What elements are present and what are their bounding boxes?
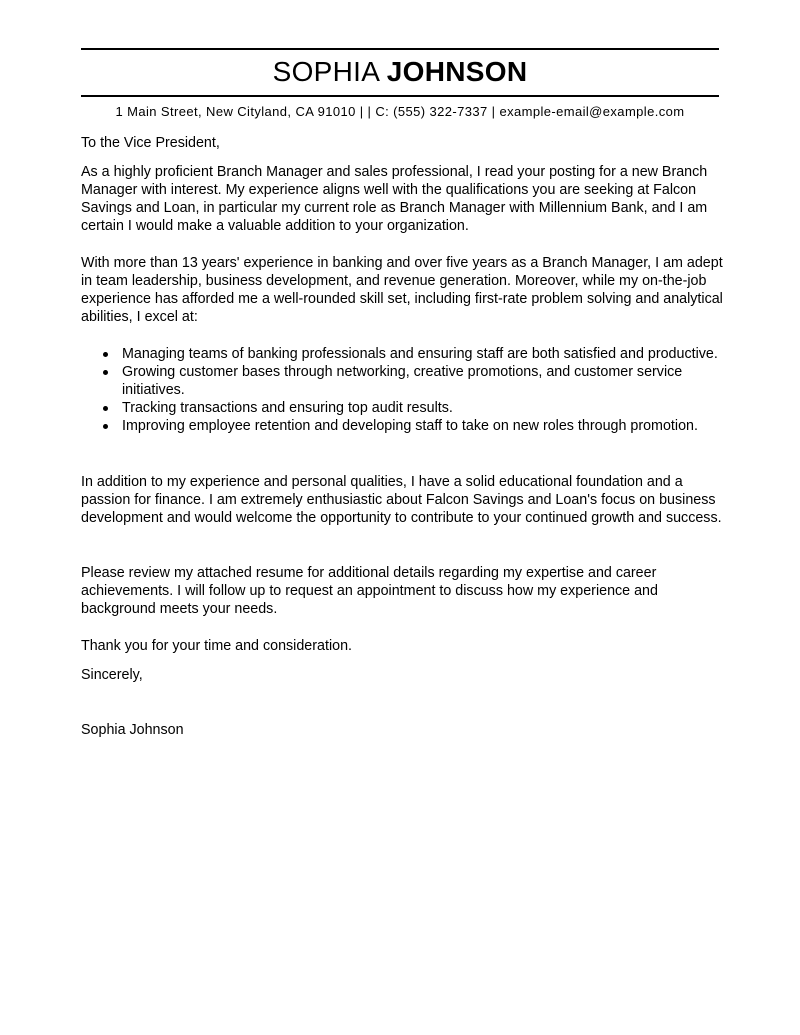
- applicant-name: [81, 54, 719, 90]
- letter-paragraph-2: [81, 254, 726, 326]
- bullet-text: Improving employee retention and developing staff to take on new roles through promotion.: [122, 418, 698, 434]
- last-name: JOHNSON: [386, 56, 528, 87]
- list-item: [81, 363, 726, 399]
- bullet-icon: [103, 370, 108, 375]
- letter-closing: [81, 666, 726, 684]
- bullet-icon: [103, 406, 108, 411]
- bullet-icon: [103, 424, 108, 429]
- header-bottom-rule: [81, 95, 719, 97]
- letter-paragraph-1: [81, 163, 726, 235]
- first-name: SOPHIA: [272, 56, 379, 87]
- letter-paragraph-3: [81, 473, 726, 527]
- list-item: [81, 399, 726, 417]
- closing-text: Sincerely,: [81, 667, 143, 683]
- contact-line: 1 Main Street, New Cityland, CA 91010 | | C: (555) 322-7337 | example-email@example.com: [115, 104, 685, 119]
- letter-paragraph-4: [81, 564, 726, 618]
- letter-greeting: [81, 134, 726, 152]
- letter-signature: [81, 721, 726, 739]
- bullet-text: Growing customer bases through networking, creative promotions, and customer service initiatives.: [122, 364, 683, 398]
- paragraph-4-text: Please review my attached resume for additional details regarding my expertise and career achievements. I will follow up to request an appointment to discuss how my experience and background meets your needs.: [81, 565, 658, 617]
- signature-text: Sophia Johnson: [81, 722, 184, 738]
- header-top-rule: [81, 48, 719, 50]
- list-item: [81, 417, 726, 435]
- paragraph-1-text: As a highly proficient Branch Manager and sales professional, I read your posting for a new Branch Manager with interest. My experience aligns well with the qualifications you are seeking at Falcon Savings and Loan, in particular my current role as Branch Manager with Millennium Bank, and I am certain I would make a valuable addition to your organization.: [81, 164, 708, 234]
- letter-thanks: [81, 637, 726, 655]
- list-item: [81, 345, 726, 363]
- greeting-text: To the Vice President,: [81, 135, 220, 151]
- bullet-icon: [103, 352, 108, 357]
- thanks-text: Thank you for your time and consideration.: [81, 638, 352, 654]
- bullet-text: Tracking transactions and ensuring top audit results.: [122, 400, 453, 416]
- paragraph-3-text: In addition to my experience and personal qualities, I have a solid educational foundation and a passion for finance. I am extremely enthusiastic about Falcon Savings and Loan's focus on business development and would welcome the opportunity to contribute to your continued growth and success.: [81, 474, 722, 526]
- skills-bullet-list: [81, 345, 726, 435]
- paragraph-2-text: With more than 13 years' experience in banking and over five years as a Branch Manager, I am adept in team leadership, business development, and revenue generation. Moreover, while my on-the-job experience has afforded me a well-rounded skill set, including first-rate problem solving and analytical abilities, I excel at:: [81, 255, 723, 325]
- bullet-text: Managing teams of banking professionals and ensuring staff are both satisfied and productive.: [122, 346, 718, 362]
